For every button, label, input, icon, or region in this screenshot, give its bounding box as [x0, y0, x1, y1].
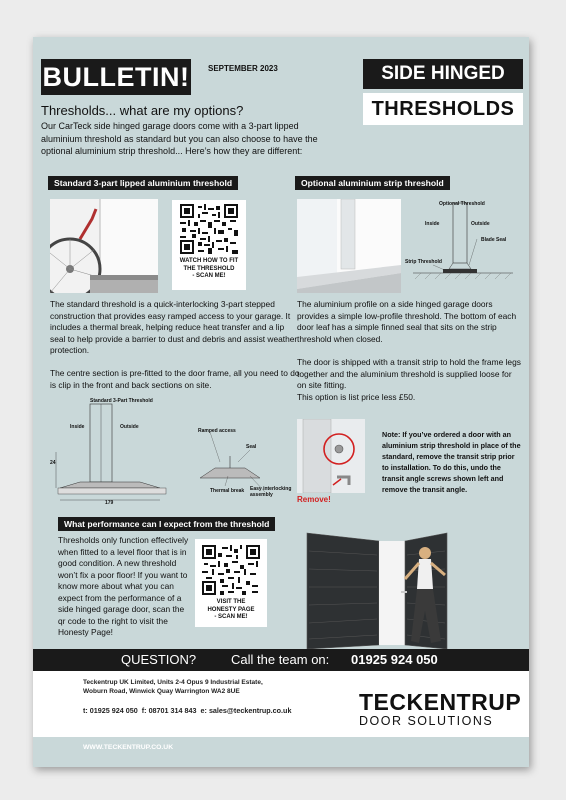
bulletin-page	[33, 37, 529, 767]
address-line-2: Woburn Road, Winwick Quay Warrington WA2 8UE	[83, 688, 240, 695]
performance-heading: What performance can I expect from the threshold	[58, 517, 275, 531]
call-label: Call the team on:	[231, 652, 330, 667]
opt-diagram-outside: Outside	[471, 221, 490, 227]
optional-para-3: This option is list price less £50.	[297, 392, 416, 402]
phone-number[interactable]: 01925 924 050	[351, 652, 438, 667]
standard-threshold-heading: Standard 3-part lipped aluminium threshold	[48, 176, 238, 190]
qr-fit-threshold[interactable]	[172, 200, 246, 290]
teckentrup-logo: TECKENTRUP	[359, 689, 522, 715]
qr-honesty-caption-line1: VISIT THE	[216, 599, 246, 605]
opt-diagram-title: Optional Threshold	[439, 201, 485, 207]
tel-value[interactable]: 01925 924 050	[89, 706, 138, 715]
qr-fit-caption-line3: - SCAN ME!	[192, 273, 226, 279]
question-label: QUESTION?	[121, 652, 197, 667]
optional-threshold-photo	[297, 199, 401, 293]
qr-code-icon	[180, 204, 238, 254]
email-label: e:	[200, 706, 207, 715]
standard-threshold-photo	[50, 199, 158, 293]
standard-para-2: The centre section is pre-fitted to the door frame, all you need to do is clip in the front and back sections on site.	[50, 368, 300, 390]
qr-honesty-caption-line2: HONESTY PAGE	[207, 606, 255, 613]
teckentrup-logo-sub: DOOR SOLUTIONS	[359, 714, 494, 728]
tel-label: t:	[83, 706, 88, 715]
std-diagram-outside: Outside	[120, 424, 139, 430]
opt-diagram-inside: Inside	[425, 221, 440, 227]
address-line-1: Teckentrup UK Limited, Units 2-4 Opus 9 Industrial Estate,	[83, 679, 263, 686]
std-diagram-ramped: Ramped access	[198, 428, 236, 434]
std-diagram-dim-179: 179	[105, 500, 114, 506]
opt-diagram-strip: Strip Threshold	[405, 259, 442, 265]
website-link[interactable]: WWW.TECKENTRUP.CO.UK	[83, 744, 174, 751]
transit-angle-photo	[297, 419, 365, 493]
std-diagram-interlock: Easy interlocking assembly	[250, 486, 292, 498]
standard-threshold-diagram	[50, 400, 302, 508]
std-diagram-seal: Seal	[246, 444, 257, 450]
bulletin-title: BULLETIN!	[41, 59, 191, 95]
qr-fit-caption-line2: THE THRESHOLD	[183, 265, 235, 272]
performance-text: Thresholds only function effectively when fitted to a level floor that is in good condition. A new threshold won’t fix a poor floor! If you want to know more about what you can expect from the performance of a side hinged garage door, scan the qr code to the right to visit the Honesty Page!	[58, 535, 189, 637]
question-bar	[33, 649, 529, 671]
qr-fit-caption-line1: WATCH HOW TO FIT	[179, 258, 239, 264]
remove-label: Remove!	[297, 495, 331, 504]
qr-code-icon	[202, 545, 260, 595]
side-hinged-door-image	[305, 531, 449, 649]
intro-title: Thresholds... what are my options?	[41, 103, 244, 118]
qr-honesty-caption-line3: - SCAN ME!	[214, 614, 248, 620]
bulletin-date: SEPTEMBER 2023	[208, 64, 278, 73]
std-diagram-inside: Inside	[70, 424, 85, 430]
qr-honesty-caption	[195, 599, 267, 622]
std-diagram-thermal: Thermal break	[210, 488, 245, 494]
optional-para-1: The aluminium profile on a side hinged garage doors provides a simple low-profile threshold. The bottom of each door leaf has a simple finned seal that sits on the strip threshold when closed.	[297, 299, 517, 344]
std-diagram-dim-24: 24	[50, 460, 56, 466]
side-hinged-heading: SIDE HINGED	[363, 59, 523, 89]
qr-fit-caption	[172, 258, 246, 281]
intro-text: Our CarTeck side hinged garage doors come with a 3-part lipped aluminium threshold as standard but you can also choose to have the optional aluminium strip threshold... Here’s how they are different:	[41, 121, 318, 156]
optional-threshold-heading: Optional aluminium strip threshold	[295, 176, 450, 190]
optional-para-2: The door is shipped with a transit strip to hold the frame legs together and the aluminium threshold is supplied loose for on site fitting.	[297, 357, 521, 390]
optional-threshold-diagram	[403, 199, 523, 293]
qr-honesty-page[interactable]	[195, 539, 267, 627]
transit-strip-note: Note: If you’ve ordered a door with an aluminium strip threshold in place of the standard, remove the transit strip prior to installation. To do this, undo the transit angle screws shown left and remove the transit angle.	[382, 430, 521, 494]
fax-value: 08701 314 843	[148, 706, 197, 715]
std-diagram-title: Standard 3-Part Threshold	[90, 398, 153, 404]
opt-diagram-blade: Blade Seal	[481, 237, 507, 243]
thresholds-heading: THRESHOLDS	[363, 93, 523, 125]
email-link[interactable]: sales@teckentrup.co.uk	[208, 706, 292, 715]
contact-line	[83, 706, 291, 715]
fax-label: f:	[141, 706, 147, 715]
standard-para-1: The standard threshold is a quick-interlocking 3-part stepped construction that provides easy ramped access to your garage. It includes a thermal break, helping reduce heat transfer and a lip seal to help provide a barrier to dust and debris and assist weather protection.	[50, 299, 298, 355]
